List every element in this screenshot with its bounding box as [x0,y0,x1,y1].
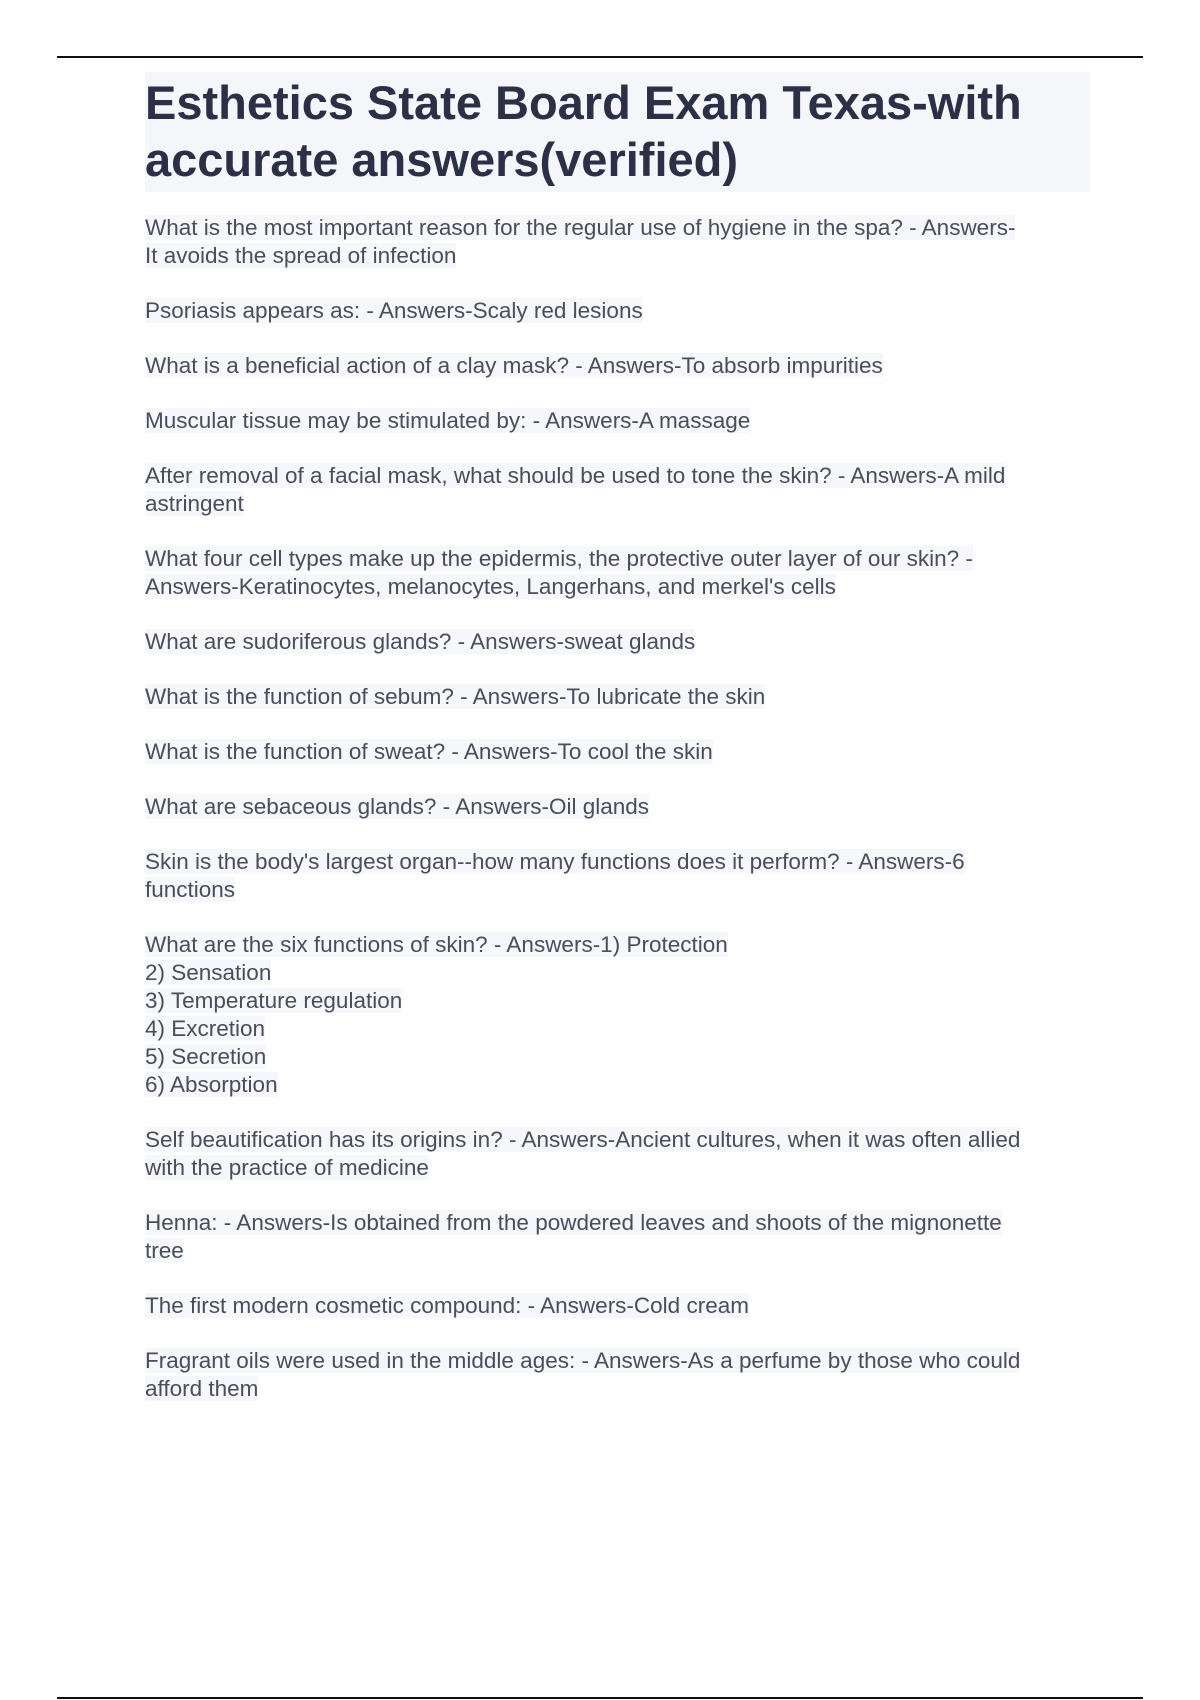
qa-item [145,462,1090,518]
document-body [145,72,1090,1430]
qa-text: What is the most important reason for the regular use of hygiene in the spa? - Answers- It avoids the spread of infection [145,215,1016,268]
qa-text: Fragrant oils were used in the middle ages: - Answers-As a perfume by those who could afford them [145,1348,1021,1401]
qa-text: What is the function of sweat? - Answers-To cool the skin [145,739,713,764]
qa-item [145,793,1090,821]
qa-item [145,1347,1090,1403]
qa-text: What are sudoriferous glands? - Answers-sweat glands [145,629,696,654]
qa-item [145,931,1090,1099]
qa-item [145,352,1090,380]
qa-item [145,1126,1090,1182]
qa-text: The first modern cosmetic compound: - Answers-Cold cream [145,1293,749,1318]
qa-text: What are the six functions of skin? - Answers-1) Protection 2) Sensation 3) Temperature regulation 4) Excretion 5) Secretion 6) Absorption [145,932,728,1097]
qa-text: Self beautification has its origins in? - Answers-Ancient cultures, when it was often allied with the practice of medicine [145,1127,1021,1180]
bottom-divider [57,1697,1143,1699]
qa-text: What is a beneficial action of a clay mask? - Answers-To absorb impurities [145,353,883,378]
qa-text: Muscular tissue may be stimulated by: - Answers-A massage [145,408,751,433]
qa-text: Henna: - Answers-Is obtained from the powdered leaves and shoots of the mignonette tree [145,1210,1002,1263]
qa-text: What is the function of sebum? - Answers-To lubricate the skin [145,684,766,709]
qa-item [145,407,1090,435]
qa-item [145,214,1090,270]
qa-item [145,683,1090,711]
qa-item [145,1209,1090,1265]
document-title: Esthetics State Board Exam Texas-with accurate answers(verified) [145,72,1090,192]
qa-item [145,545,1090,601]
qa-text: Psoriasis appears as: - Answers-Scaly red lesions [145,298,643,323]
qa-item [145,1292,1090,1320]
qa-item [145,738,1090,766]
qa-text: Skin is the body's largest organ--how many functions does it perform? - Answers-6 functions [145,849,965,902]
top-divider [57,56,1143,58]
qa-item [145,628,1090,656]
qa-text: What are sebaceous glands? - Answers-Oil glands [145,794,650,819]
qa-item [145,848,1090,904]
qa-text: What four cell types make up the epidermis, the protective outer layer of our skin? - Answers-Keratinocytes, melanocytes, Langerhans, and merkel's cells [145,546,973,599]
qa-item [145,297,1090,325]
qa-list [145,214,1090,1403]
qa-text: After removal of a facial mask, what should be used to tone the skin? - Answers-A mild astringent [145,463,1006,516]
